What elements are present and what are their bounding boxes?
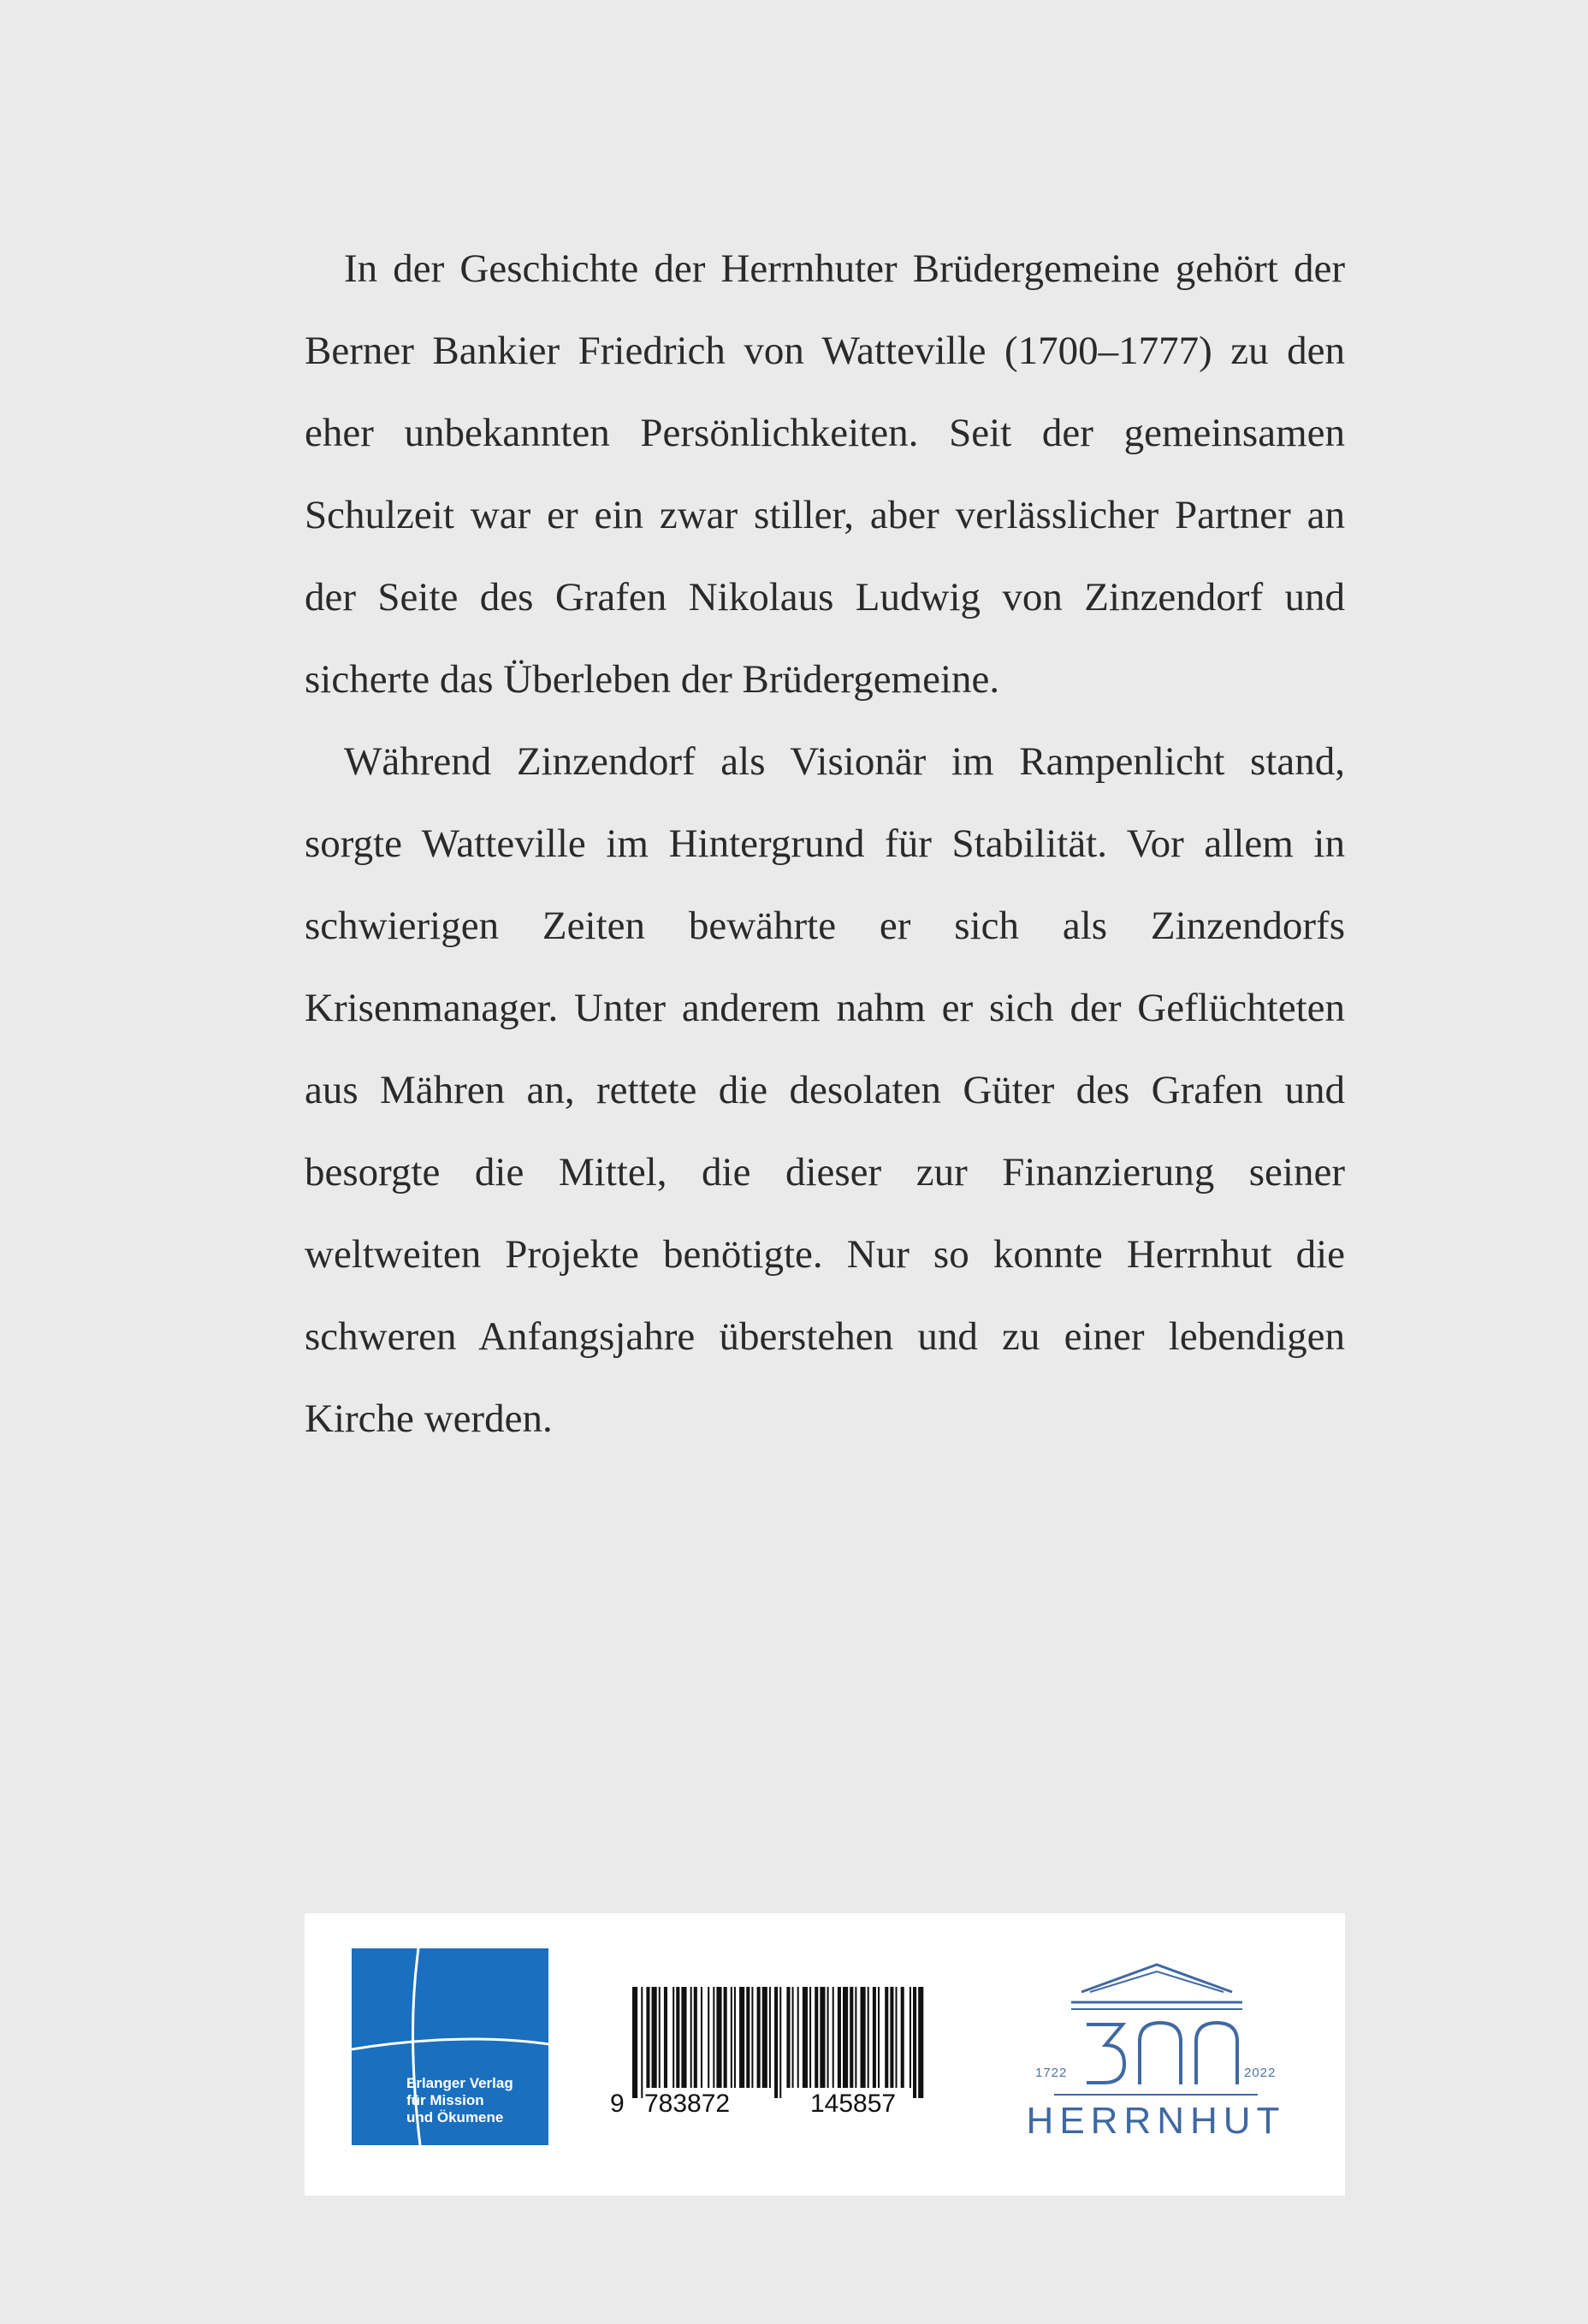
barcode-bar	[913, 1987, 916, 2098]
barcode-bar	[652, 1987, 657, 2088]
barcode-bar	[751, 1987, 753, 2088]
year-end: 2022	[1244, 2066, 1277, 2080]
barcode-bar	[833, 1987, 834, 2088]
barcode-bar	[786, 1987, 790, 2088]
isbn-barcode	[608, 1987, 942, 2124]
barcode-bar	[910, 1987, 911, 2088]
herrnhut-300-logo	[1015, 1954, 1289, 2151]
publisher-logo	[352, 1948, 548, 2145]
barcode-bar	[673, 1987, 674, 2088]
barcode-bar	[850, 1987, 853, 2088]
barcode-bar	[809, 1987, 811, 2088]
barcode-bar	[838, 1987, 841, 2088]
barcode-bar	[779, 1987, 781, 2098]
barcode-bar	[803, 1987, 808, 2088]
footer-box	[305, 1913, 1345, 2196]
barcode-bar	[676, 1987, 679, 2088]
barcode-bar	[774, 1987, 778, 2098]
barcode-bar	[896, 1987, 898, 2088]
paragraph-2: Während Zinzendorf als Visionär im Rampenlicht stand, sorgte Watteville im Hintergrund für Stabilität. Vor allem in schwierigen Zeiten bewährte er sich als Zinzendorfs Krisenmanager. Unter anderem nahm er sich der Geflüchteten aus Mähren an, rettete die desolaten Güter des Grafen und besorgte die Mittel, die dieser zur Finanzierung seiner weltweiten Projekte benötigte. Nur so konnte Herrnhut die schweren Anfangsjahre überstehen und zu einer lebendigen Kirche werden.	[305, 739, 1345, 1441]
barcode-bar	[757, 1987, 761, 2088]
back-cover-text	[305, 228, 1345, 1460]
barcode-bar	[708, 1987, 709, 2088]
barcode-bar	[792, 1987, 794, 2088]
barcode-bar	[632, 1987, 637, 2098]
year-start: 1722	[1035, 2066, 1068, 2080]
barcode-bar	[855, 1987, 856, 2088]
barcode-digits	[608, 2090, 942, 2124]
barcode-bar	[731, 1987, 732, 2088]
barcode-bar	[901, 1987, 904, 2088]
barcode-bar	[716, 1987, 721, 2088]
barcode-bar	[885, 1987, 888, 2088]
barcode-bar	[762, 1987, 767, 2088]
barcode-bar	[724, 1987, 727, 2088]
barcode-bar	[746, 1987, 750, 2088]
barcode-bar	[769, 1987, 771, 2088]
barcode-bar	[878, 1987, 880, 2088]
barcode-bar	[659, 1987, 661, 2088]
barcode-bar	[820, 1987, 825, 2088]
barcode-bar	[713, 1987, 714, 2088]
barcode-bar	[797, 1987, 799, 2088]
barcode-bar	[815, 1987, 818, 2088]
publisher-name: Erlanger Verlag für Mission und Ökumene	[406, 2075, 513, 2125]
barcode-digits-group-1: 783872	[644, 2090, 731, 2118]
barcode-bar	[827, 1987, 829, 2088]
barcode-bar	[843, 1987, 848, 2088]
barcode-bar	[646, 1987, 649, 2088]
barcode-bar	[734, 1987, 736, 2088]
barcode-digits-group-2: 145857	[810, 2090, 897, 2118]
barcode-bar	[681, 1987, 686, 2088]
barcode-bar	[701, 1987, 702, 2088]
barcode-bar	[739, 1987, 744, 2088]
barcode-bars	[608, 1987, 942, 2098]
barcode-bar	[664, 1987, 667, 2088]
barcode-bar	[641, 1987, 643, 2098]
barcode-bar	[868, 1987, 869, 2088]
barcode-bar	[694, 1987, 697, 2088]
barcode-bar	[690, 1987, 692, 2088]
paragraph-1: In der Geschichte der Herrnhuter Brüdergemeine gehört der Berner Bankier Friedrich von Watteville (1700–1777) zu den eher unbekannten Persönlichkeiten. Seit der gemeinsamen Schulzeit war er ein zwar stiller, aber verlässlicher Partner an der Seite des Grafen Nikolaus Ludwig von Zinzendorf und sicherte das Überleben der Brüdergemeine.	[305, 246, 1345, 702]
barcode-bar	[873, 1987, 876, 2088]
barcode-bar	[861, 1987, 866, 2088]
herrnhut-wordmark: HERRNHUT	[1026, 2100, 1286, 2142]
barcode-bar	[918, 1987, 923, 2098]
barcode-bar	[890, 1987, 893, 2088]
barcode-digit-first: 9	[610, 2090, 625, 2118]
